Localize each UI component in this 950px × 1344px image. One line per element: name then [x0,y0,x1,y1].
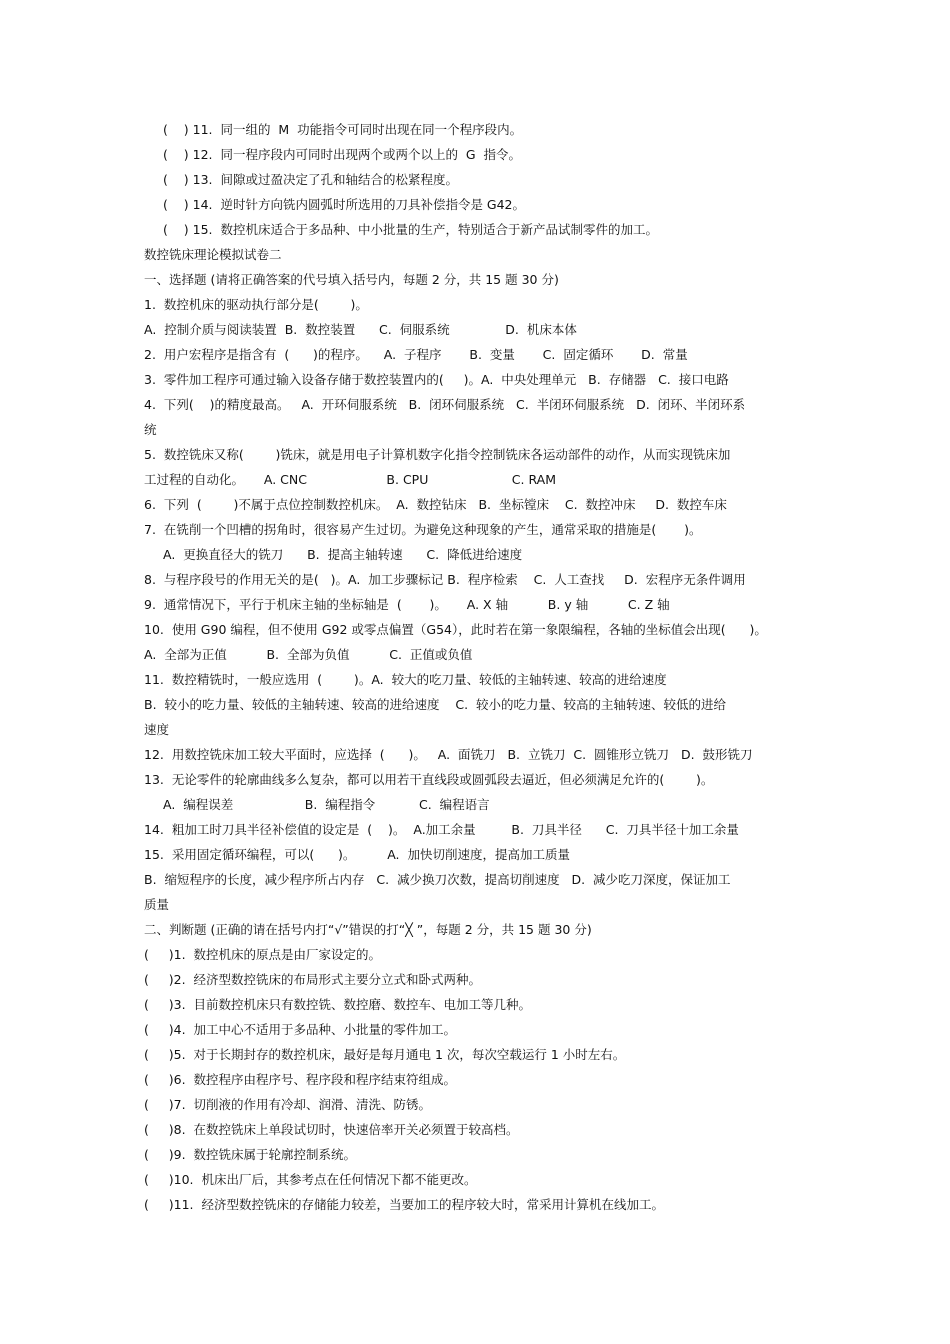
section-heading-choice: 一、选择题 (请将正确答案的代号填入括号内，每题 2 分，共 15 题 30 分) [144,272,559,287]
judgment-item: ( )8. 在数控铣床上单段试切时，快速倍率开关必须置于较高档。 [144,1122,519,1137]
judgment-item: ( )10. 机床出厂后，其参考点在任何情况下都不能更改。 [144,1172,477,1187]
question-line: 8. 与程序段号的作用无关的是( )。A. 加工步骤标记 B. 程序检索 C. 人工查找 D. 宏程序无条件调用 [144,572,746,587]
judgment-item: ( ) 13. 间隙或过盈决定了孔和轴结合的松紧程度。 [163,172,458,187]
question-line: 15. 采用固定循环编程，可以( )。 A. 加快切削速度，提高加工质量 [144,847,570,862]
judgment-item: ( )2. 经济型数控铣床的布局形式主要分立式和卧式两种。 [144,972,481,987]
option-line: 质量 [144,897,170,912]
question-line: 10. 使用 G90 编程，但不使用 G92 或零点偏置（G54），此时若在第一象限编程，各轴的坐标值会出现( )。 [144,622,767,637]
option-line: A. 控制介质与阅读装置 B. 数控装置 C. 伺服系统 D. 机床本体 [144,322,577,337]
judgment-item: ( ) 11. 同一组的 M 功能指令可同时出现在同一个程序段内。 [163,122,523,137]
option-line: A. 编程误差 B. 编程指令 C. 编程语言 [163,797,490,812]
judgment-item: ( )5. 对于长期封存的数控机床，最好是每月通电 1 次，每次空载运行 1 小时左右。 [144,1047,626,1062]
option-line: B. 缩短程序的长度，减少程序所占内存 C. 减少换刀次数，提高切削速度 D. 减少吃刀深度，保证加工 [144,872,731,887]
question-line: 2. 用户宏程序是指含有 ( )的程序。 A. 子程序 B. 变量 C. 固定循环 D. 常量 [144,347,688,362]
question-line: 9. 通常情况下，平行于机床主轴的坐标轴是 ( )。 A. X 轴 B. y 轴 C. Z 轴 [144,597,670,612]
option-line: B. 较小的吃力量、较低的主轴转速、较高的进给速度 C. 较小的吃力量、较高的主轴转速、较低的进给 [144,697,727,712]
option-line: 工过程的自动化。 A. CNC B. CPU C. RAM [144,472,556,487]
question-line: 统 [144,422,157,437]
question-line: 14. 粗加工时刀具半径补偿值的设定是 ( )。 A.加工余量 B. 刀具半径 C. 刀具半径十加工余量 [144,822,739,837]
option-line: A. 更换直径大的铣刀 B. 提高主轴转速 C. 降低进给速度 [163,547,523,562]
judgment-item: ( ) 14. 逆时针方向铣内圆弧时所选用的刀具补偿指令是 G42。 [163,197,526,212]
question-line: 4. 下列( )的精度最高。 A. 开环伺服系统 B. 闭环伺服系统 C. 半闭环伺服系统 D. 闭环、半闭环系 [144,397,746,412]
section-heading-judgment: 二、判断题 (正确的请在括号内打“√”错误的打“╳ ”，每题 2 分，共 15 题 30 分) [144,922,592,937]
exam-title: 数控铣床理论模拟试卷二 [144,247,282,262]
judgment-item: ( )11. 经济型数控铣床的存储能力较差，当要加工的程序较大时，常采用计算机在线加工。 [144,1197,664,1212]
judgment-item: ( )9. 数控铣床属于轮廓控制系统。 [144,1147,356,1162]
question-line: 13. 无论零件的轮廓曲线多么复杂，都可以用若干直线段或圆弧段去逼近，但必须满足允许的( )。 [144,772,714,787]
question-line: 3. 零件加工程序可通过输入设备存储于数控装置内的( )。A. 中央处理单元 B. 存储器 C. 接口电路 [144,372,729,387]
judgment-item: ( )6. 数控程序由程序号、程序段和程序结束符组成。 [144,1072,456,1087]
option-line: A. 全部为正值 B. 全部为负值 C. 正值或负值 [144,647,473,662]
question-line: 5. 数控铣床又称( )铣床，就是用电子计算机数字化指令控制铣床各运动部件的动作，从而实现铣床加 [144,447,731,462]
option-line: 速度 [144,722,170,737]
question-line: 12. 用数控铣床加工较大平面时，应选择 ( )。 A. 面铣刀 B. 立铣刀 C. 圆锥形立铣刀 D. 鼓形铣刀 [144,747,753,762]
question-line: 11. 数控精铣时，一般应选用 ( )。A. 较大的吃刀量、较低的主轴转速、较高的进给速度 [144,672,667,687]
judgment-item: ( ) 12. 同一程序段内可同时出现两个或两个以上的 G 指令。 [163,147,522,162]
judgment-item: ( )7. 切削液的作用有冷却、润滑、清洗、防锈。 [144,1097,431,1112]
question-line: 7. 在铣削一个凹槽的拐角时，很容易产生过切。为避免这种现象的产生，通常采取的措施是( )。 [144,522,702,537]
question-line: 6. 下列 ( )不属于点位控制数控机床。 A. 数控钻床 B. 坐标镗床 C. 数控冲床 D. 数控车床 [144,497,727,512]
judgment-item: ( ) 15. 数控机床适合于多品种、中小批量的生产，特别适合于新产品试制零件的加工。 [163,222,658,237]
question-line: 1. 数控机床的驱动执行部分是( )。 [144,297,368,312]
judgment-item: ( )4. 加工中心不适用于多品种、小批量的零件加工。 [144,1022,456,1037]
judgment-item: ( )3. 目前数控机床只有数控铣、数控磨、数控车、电加工等几种。 [144,997,531,1012]
judgment-item: ( )1. 数控机床的原点是由厂家设定的。 [144,947,381,962]
